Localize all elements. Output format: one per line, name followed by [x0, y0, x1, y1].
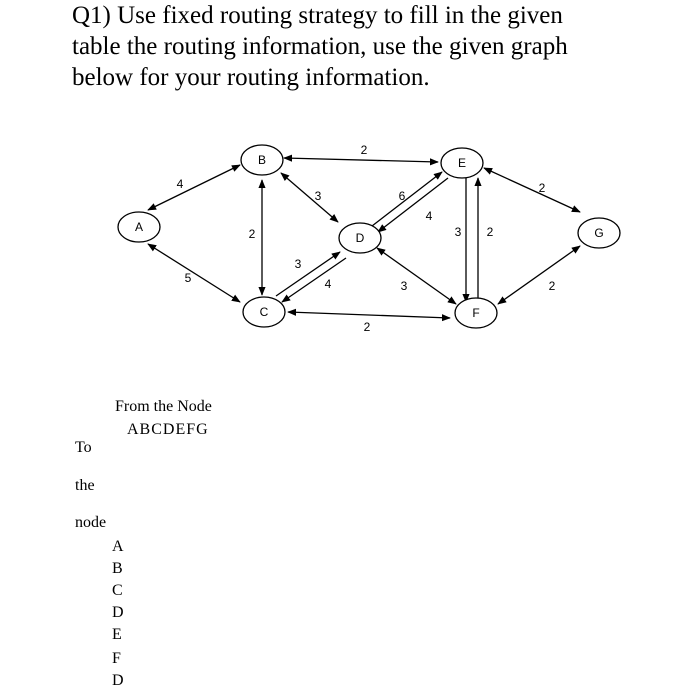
- edge-e-to-d: [378, 178, 448, 232]
- weight-e-d: 4: [425, 209, 433, 223]
- weight-d-f: 3: [400, 279, 408, 293]
- edge-c-f: [288, 312, 450, 318]
- from-letters: ABCDEFG: [127, 421, 209, 438]
- weight-e-f: 3: [454, 225, 462, 239]
- row-label-e: E: [112, 626, 122, 643]
- row-label-d: D: [112, 604, 124, 621]
- weight-d-c: 4: [324, 277, 332, 291]
- node-b-label: B: [257, 153, 267, 167]
- question-line-3: below for your routing information.: [72, 64, 430, 91]
- node-g-label: G: [594, 226, 604, 240]
- node-g: [578, 218, 620, 248]
- weight-c-d: 3: [294, 257, 302, 271]
- node-d-label: D: [355, 231, 365, 245]
- to-label-1: To: [75, 439, 92, 456]
- node-f: [455, 298, 497, 328]
- node-c: [243, 297, 285, 327]
- node-a: [118, 212, 160, 242]
- node-b: [241, 145, 283, 175]
- node-d: [339, 223, 381, 253]
- edge-e-g: [484, 168, 580, 212]
- weight-f-g: 2: [548, 279, 556, 293]
- node-e: [441, 148, 483, 178]
- edge-b-d: [281, 173, 338, 222]
- weight-e-g: 2: [538, 181, 546, 195]
- row-label-g: D: [112, 672, 124, 689]
- weight-a-c: 5: [184, 271, 192, 285]
- from-header: From the Node: [115, 398, 212, 415]
- weight-d-e: 6: [398, 189, 406, 203]
- edge-d-to-c: [282, 258, 346, 302]
- to-label-3: node: [75, 514, 107, 531]
- question-line-1: Q1) Use fixed routing strategy to fill in the given: [72, 2, 563, 29]
- weight-b-e: 2: [360, 143, 368, 157]
- edge-a-c: [148, 244, 240, 302]
- edge-a-b: [148, 165, 240, 210]
- weight-f-e: 2: [486, 225, 494, 239]
- row-label-f: F: [112, 650, 121, 667]
- weight-a-b: 4: [176, 177, 184, 191]
- row-label-b: B: [112, 560, 123, 577]
- weight-c-f: 2: [363, 320, 371, 334]
- edge-b-e: [284, 158, 438, 162]
- weight-b-c: 2: [248, 227, 256, 241]
- weight-b-d: 3: [314, 189, 322, 203]
- row-label-a: A: [112, 538, 124, 555]
- edge-f-g: [498, 246, 580, 304]
- node-c-label: C: [259, 305, 269, 319]
- node-a-label: A: [134, 220, 144, 234]
- to-label-2: the: [75, 477, 95, 494]
- node-e-label: E: [457, 156, 467, 170]
- row-label-c: C: [112, 582, 123, 599]
- node-f-label: F: [472, 306, 480, 320]
- question-line-2: table the routing information, use the given graph: [72, 33, 568, 60]
- edge-d-f: [377, 248, 456, 304]
